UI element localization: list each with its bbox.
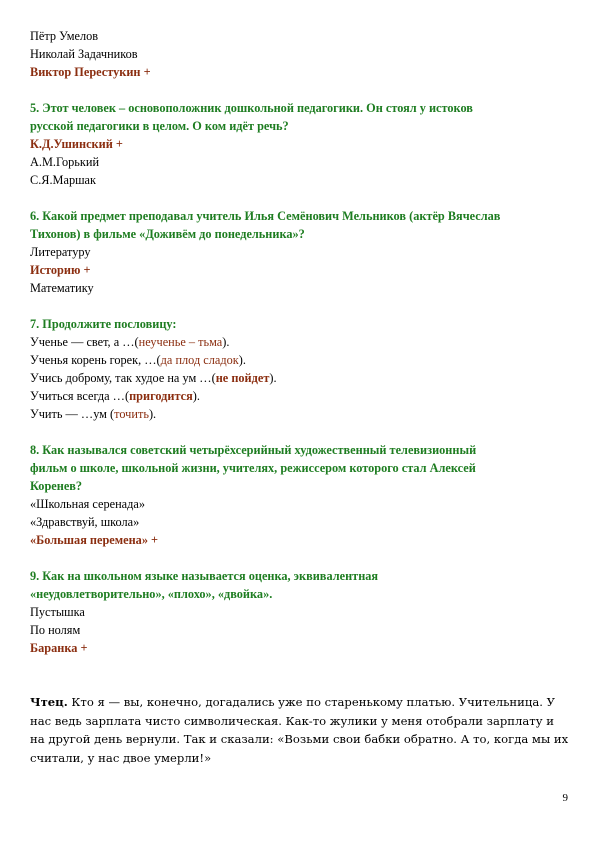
- question-text: Коренев?: [30, 479, 83, 493]
- correct-answer: Виктор Перестукин +: [30, 65, 151, 79]
- proverb-answer: не пойдет: [215, 371, 270, 385]
- answer-option: А.М.Горький: [30, 155, 100, 169]
- answer-option: Пётр Умелов: [30, 29, 99, 43]
- answer-option: С.Я.Маршак: [30, 173, 96, 187]
- correct-answer: К.Д.Ушинский +: [30, 137, 123, 151]
- proverb-start: Учись доброму, так худое на ум …(: [30, 371, 216, 385]
- answer-option: «Школьная серенада»: [30, 497, 145, 511]
- answer-option: Николай Задачников: [30, 47, 138, 61]
- question-text: 5. Этот человек – основоположник дошкольной педагогики. Он стоял у истоков: [30, 101, 473, 115]
- proverb-line: [30, 351, 570, 369]
- correct-answer: Историю +: [30, 263, 91, 277]
- proverb-end: ).: [148, 407, 157, 421]
- question-text: русской педагогики в целом. О ком идёт речь?: [30, 119, 289, 133]
- proverb-start: Учить — …ум (: [30, 407, 115, 421]
- question-text: 7. Продолжите пословицу:: [30, 317, 177, 331]
- question-text: фильм о школе, школьной жизни, учителях, режиссером которого стал Алексей: [30, 461, 476, 475]
- proverb-end: ).: [222, 335, 230, 349]
- proverb-start: Учиться всегда …(: [30, 389, 130, 403]
- question-6: [30, 207, 570, 297]
- monologue-text: Кто я — вы, конечно, догадались уже по старенькому платью. Учительница. У нас ведь зарплата чисто символическая. Как-то жулики у меня отобрали зарплату и на другой день вернули. Так и сказали: «Возьми свои бабки обратно. А то, когда мы их считали, у нас двое умерли!»: [30, 695, 569, 765]
- document-page: [30, 27, 570, 767]
- answer-option: Пустышка: [30, 605, 85, 619]
- correct-answer: Баранка +: [30, 641, 88, 655]
- proverb-start: Ученья корень горек, …(: [30, 353, 161, 367]
- correct-answer: «Большая перемена» +: [30, 533, 159, 547]
- proverb-answer: неученье – тьма: [138, 335, 223, 349]
- question-text: «неудовлетворительно», «плохо», «двойка».: [30, 587, 273, 601]
- proverb-line: [30, 333, 570, 351]
- proverb-end: ).: [192, 389, 200, 403]
- question-4-answers: [30, 27, 570, 81]
- question-text: 6. Какой предмет преподавал учитель Илья Семёнович Мельников (актёр Вячеслав: [30, 209, 501, 223]
- proverb-line: [30, 405, 570, 423]
- speaker-label: Чтец.: [30, 695, 68, 709]
- question-text: Тихонов) в фильме «Доживём до понедельника»?: [30, 227, 305, 241]
- proverb-end: ).: [269, 371, 277, 385]
- answer-option: Математику: [30, 281, 94, 295]
- question-text: 8. Как назывался советский четырёхсерийный художественный телевизионный: [30, 443, 477, 457]
- proverb-line: [30, 369, 570, 387]
- reader-monologue: [30, 693, 570, 767]
- proverb-line: [30, 387, 570, 405]
- question-5: [30, 99, 570, 189]
- answer-option: Литературу: [30, 245, 91, 259]
- question-7: [30, 315, 570, 423]
- proverb-start: Ученье — свет, а …(: [30, 335, 139, 349]
- answer-option: «Здравствуй, школа»: [30, 515, 140, 529]
- question-9: [30, 567, 570, 657]
- answer-option: По нолям: [30, 623, 81, 637]
- proverb-answer: да плод сладок: [160, 353, 239, 367]
- proverb-answer: пригодится: [129, 389, 193, 403]
- page-number: 9: [562, 792, 568, 804]
- question-text: 9. Как на школьном языке называется оценка, эквивалентная: [30, 569, 379, 583]
- question-8: [30, 441, 570, 549]
- proverb-end: ).: [238, 353, 246, 367]
- proverb-answer: точить: [114, 407, 149, 421]
